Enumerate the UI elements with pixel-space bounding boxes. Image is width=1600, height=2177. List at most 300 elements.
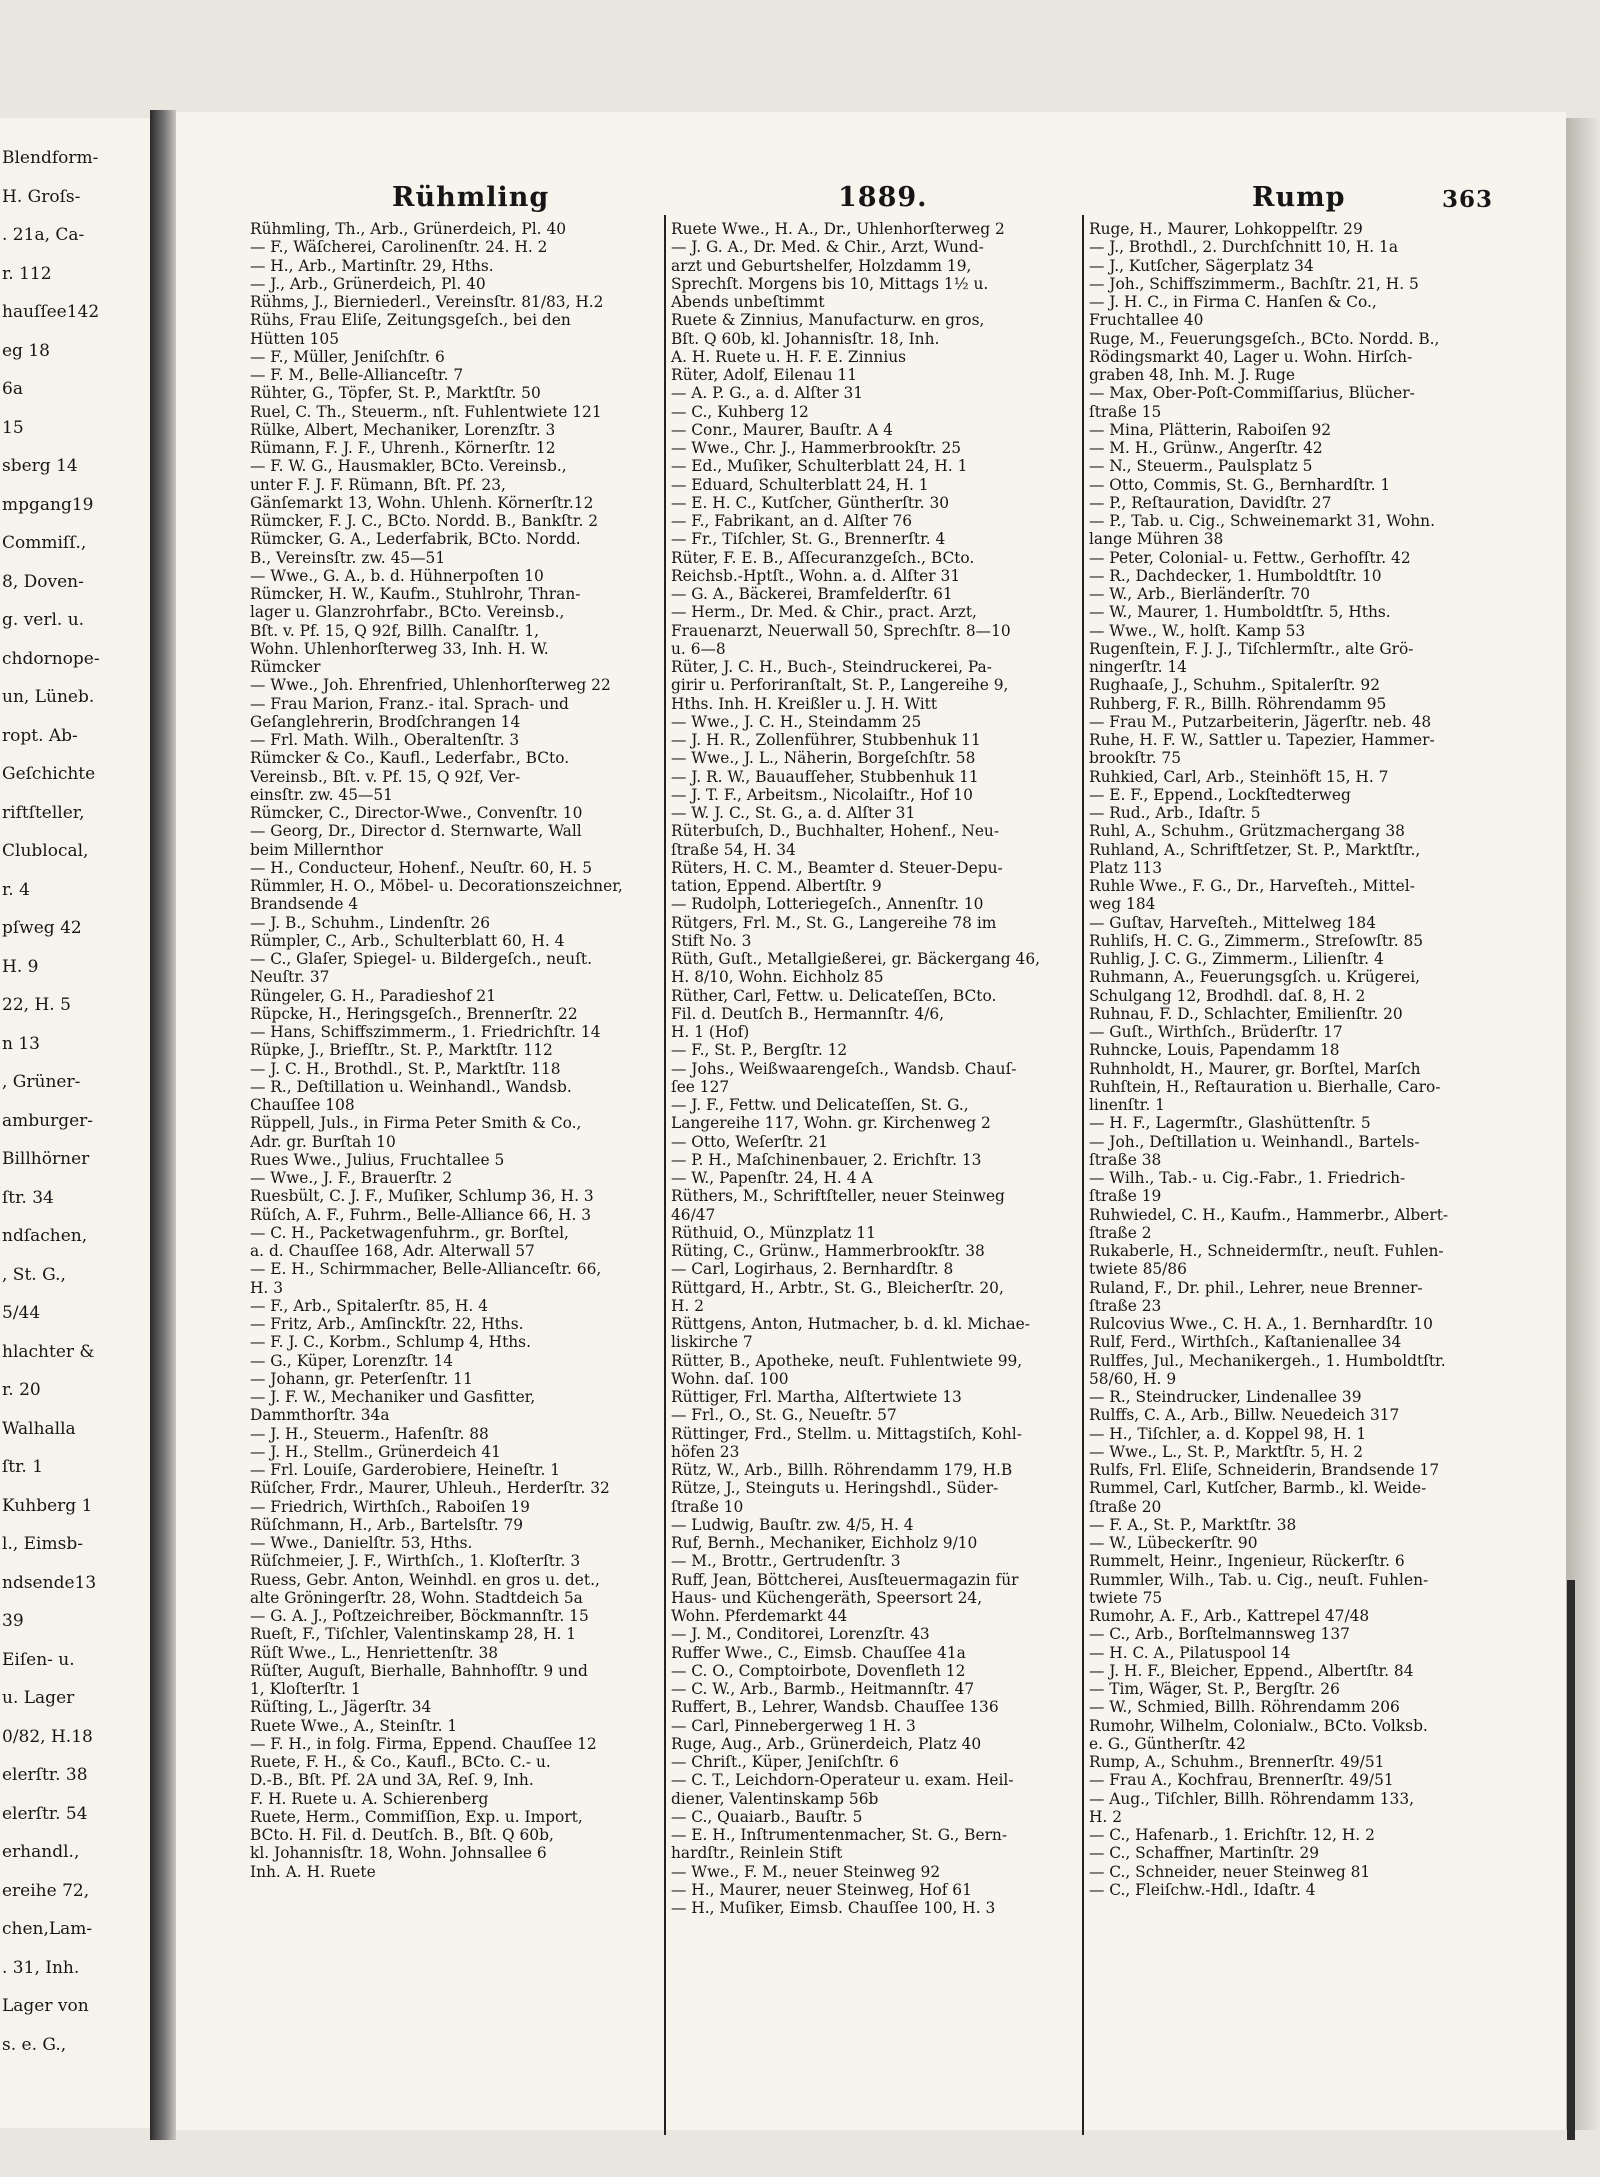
directory-entry-line: Rütze, J., Steinguts u. Heringshdl., Süder-	[671, 1479, 999, 1498]
directory-entry-line: — C., Fleiſchw.-Hdl., Idaſtr. 4	[1089, 1880, 1316, 1899]
directory-entry-line: Ruhle Wwe., F. G., Dr., Harveſteh., Mittel-	[1089, 877, 1415, 895]
directory-column-1	[250, 220, 658, 1881]
left-page-fragment: l., Eimsb-	[2, 1534, 83, 1554]
directory-entry-line: Rümmler, H. O., Möbel- u. Decorationszeichner,	[250, 877, 623, 895]
directory-entry-line: — Joh., Schiffszimmerm., Bachſtr. 21, H. 5	[1089, 274, 1419, 293]
directory-entry-line: — N., Steuerm., Paulsplatz 5	[1089, 457, 1313, 476]
directory-entry-line: H. 8/10, Wohn. Eichholz 85	[671, 968, 884, 987]
directory-entry-line: Rümcker & Co., Kaufl., Lederfabr., BCto.	[250, 749, 570, 768]
directory-entry-line: brookſtr. 75	[1089, 749, 1181, 768]
left-page-fragment: elerſtr. 54	[2, 1803, 88, 1824]
left-page-fragment: Blendform-	[2, 148, 99, 168]
directory-entry-line: Rulcovius Wwe., C. H. A., 1. Bernhardſtr. 10	[1089, 1315, 1433, 1333]
directory-entry-line: Bſt. Q 60b, kl. Johannisſtr. 18, Inh.	[671, 329, 940, 348]
directory-entry-line: — Herm., Dr. Med. & Chir., pract. Arzt,	[671, 603, 977, 622]
directory-entry-line: diener, Valentinskamp 56b	[671, 1789, 879, 1808]
directory-entry-line: — Guſt., Wirthſch., Brüderſtr. 17	[1089, 1023, 1343, 1041]
directory-entry-line: — H. F., Lagermſtr., Glashüttenſtr. 5	[1089, 1114, 1371, 1133]
left-page-edge	[0, 118, 150, 2128]
directory-column-2	[671, 220, 1075, 1917]
left-page-fragment: Geſchichte	[2, 764, 96, 784]
left-page-fragment: , St. G.,	[2, 1264, 66, 1285]
directory-entry-line: — F. W. G., Hausmakler, BCto. Vereinsb.,	[250, 457, 567, 476]
directory-entry-line: — J. H. C., in Firma C. Hanſen & Co.,	[1089, 293, 1377, 311]
directory-entry-line: F. H. Ruete u. A. Schierenberg	[250, 1789, 489, 1808]
directory-entry-line: Rulffes, Jul., Mechanikergeh., 1. Humboldtſtr.	[1089, 1351, 1446, 1370]
directory-entry-line: — Wwe., Chr. J., Hammerbrookſtr. 25	[671, 439, 962, 457]
left-page-fragment: 22, H. 5	[2, 995, 71, 1015]
directory-entry-line: — F. H., in folg. Firma, Eppend. Chauſſee 12	[250, 1734, 597, 1753]
directory-entry-line: Ruhncke, Louis, Papendamm 18	[1089, 1041, 1340, 1060]
directory-entry-line: — Frau M., Putzarbeiterin, Jägerſtr. neb. 48	[1089, 712, 1432, 731]
directory-entry-line: Hütten 105	[250, 329, 339, 348]
directory-entry-line: Rümcker, G. A., Lederfabrik, BCto. Nordd.	[250, 530, 581, 549]
directory-entry-line: Rüngeler, G. H., Paradieshof 21	[250, 986, 496, 1005]
directory-entry-line: ſtraße 20	[1089, 1497, 1162, 1516]
directory-entry-line: — J. H., Steuerm., Hafenſtr. 88	[250, 1424, 489, 1443]
directory-entry-line: Rühs, Frau Eliſe, Zeitungsgeſch., bei den	[250, 311, 571, 330]
directory-entry-line: — J. H. R., Zollenführer, Stubbenhuk 11	[671, 731, 981, 749]
directory-entry-line: 1, Kloſterſtr. 1	[250, 1680, 361, 1698]
column-rule	[664, 215, 666, 2135]
directory-entry-line: Platz 113	[1089, 858, 1163, 877]
directory-entry-line: Ruete & Zinnius, Manufacturw. en gros,	[671, 311, 985, 330]
directory-entry-line: B., Vereinsſtr. zw. 45—51	[250, 548, 446, 567]
directory-entry-line: H. 3	[250, 1278, 283, 1297]
directory-entry-line: — F., Wäſcherei, Carolinenſtr. 24. H. 2	[250, 238, 548, 257]
directory-entry-line: Rüting, C., Grünw., Hammerbrookſtr. 38	[671, 1242, 985, 1260]
directory-entry-line: lange Mühren 38	[1089, 530, 1224, 549]
directory-entry-line: — F., Arb., Spitalerſtr. 85, H. 4	[250, 1296, 489, 1315]
directory-entry-line: Rüppell, Juls., in Firma Peter Smith & Co.,	[250, 1114, 582, 1133]
directory-entry-line: Rüter, Adolf, Eilenau 11	[671, 366, 857, 384]
directory-entry-line: Ruhland, A., Schriftſetzer, St. P., Marktſtr.,	[1089, 840, 1421, 859]
directory-entry-line: Rümcker, H. W., Kaufm., Stuhlrohr, Thran-	[250, 585, 581, 603]
directory-entry-line: twiete 85/86	[1089, 1260, 1187, 1279]
directory-entry-line: Brandsende 4	[250, 895, 359, 914]
directory-entry-line: — Fritz, Arb., Amſinckſtr. 22, Hths.	[250, 1315, 524, 1333]
directory-entry-line: — J. H., Stellm., Grünerdeich 41	[250, 1442, 501, 1461]
directory-entry-line: Schulgang 12, Brodhdl. daſ. 8, H. 2	[1089, 986, 1366, 1005]
directory-entry-line: Wohn. daſ. 100	[671, 1369, 789, 1388]
directory-entry-line: — Wwe., Danielſtr. 53, Hths.	[250, 1534, 473, 1552]
directory-entry-line: — P. H., Maſchinenbauer, 2. Erichſtr. 13	[671, 1150, 982, 1169]
left-page-fragment: . 21a, Ca-	[2, 225, 85, 245]
left-page-fragment: Eiſen- u.	[2, 1649, 75, 1670]
directory-entry-line: — W. J. C., St. G., a. d. Alſter 31	[671, 804, 916, 822]
directory-entry-line: Ruff, Jean, Böttcherei, Ausſteuermagazin für	[671, 1570, 1019, 1589]
directory-entry-line: alte Gröningerſtr. 28, Wohn. Stadtdeich 5a	[250, 1588, 583, 1607]
directory-entry-line: — Rudolph, Lotteriegeſch., Annenſtr. 10	[671, 895, 984, 914]
directory-entry-line: — C., Schaffner, Martinſtr. 29	[1089, 1844, 1320, 1863]
directory-entry-line: Ruf, Bernh., Mechaniker, Eichholz 9/10	[671, 1534, 978, 1552]
directory-entry-line: — W., Lübeckerſtr. 90	[1089, 1534, 1258, 1552]
running-head-right: Rump	[1252, 182, 1346, 213]
directory-entry-line: Rüter, F. E. B., Aſſecuranzgeſch., BCto.	[671, 548, 975, 567]
directory-entry-line: — H., Tiſchler, a. d. Koppel 98, H. 1	[1089, 1424, 1367, 1443]
left-page-fragment: s. e. G.,	[2, 2034, 67, 2055]
directory-entry-line: unter F. J. F. Rümann, Bſt. Pf. 23,	[250, 475, 506, 494]
directory-entry-line: lager u. Glanzrohrfabr., BCto. Vereinsb.,	[250, 603, 565, 622]
directory-entry-line: Rüſting, L., Jägerſtr. 34	[250, 1698, 432, 1717]
directory-entry-line: A. H. Ruete u. H. F. E. Zinnius	[671, 347, 907, 366]
directory-entry-line: Ruete Wwe., A., Steinſtr. 1	[250, 1716, 458, 1735]
directory-entry-line: Rülke, Albert, Mechaniker, Lorenzſtr. 3	[250, 420, 556, 439]
directory-entry-line: Ruete, F. H., & Co., Kaufl., BCto. C.- u.	[250, 1753, 551, 1771]
directory-entry-line: — Rud., Arb., Idaſtr. 5	[1089, 804, 1261, 822]
directory-entry-line: — C., Kuhberg 12	[671, 402, 809, 421]
directory-entry-line: Rümcker	[250, 658, 321, 676]
directory-entry-line: Rüſchmann, H., Arb., Bartelsſtr. 79	[250, 1515, 524, 1534]
directory-entry-line: höfen 23	[671, 1442, 740, 1461]
directory-entry-line: — Frau A., Kochfrau, Brennerſtr. 49/51	[1089, 1771, 1394, 1790]
directory-entry-line: Rüttgens, Anton, Hutmacher, b. d. kl. Michae-	[671, 1315, 1030, 1333]
directory-entry-line: — Aug., Tiſchler, Billh. Röhrendamm 133,	[1089, 1789, 1415, 1808]
directory-entry-line: — Wwe., G. A., b. d. Hühnerpoſten 10	[250, 566, 544, 585]
left-page-fragment: n 13	[2, 1033, 40, 1054]
directory-entry-line: Rues Wwe., Julius, Fruchtallee 5	[250, 1150, 505, 1169]
directory-entry-line: — Wwe., Joh. Ehrenfried, Uhlenhorſterweg 22	[250, 676, 611, 695]
left-page-fragment: amburger-	[2, 1110, 94, 1131]
directory-entry-line: Rumohr, Wilhelm, Colonialw., BCto. Volksb.	[1089, 1716, 1428, 1735]
directory-entry-line: Rüſch, A. F., Fuhrm., Belle-Alliance 66, H. 3	[250, 1205, 592, 1224]
directory-entry-line: Inh. A. H. Ruete	[250, 1862, 376, 1881]
directory-entry-line: Rüpcke, H., Heringsgeſch., Brennerſtr. 22	[250, 1004, 578, 1023]
directory-entry-line: — J. M., Conditorei, Lorenzſtr. 43	[671, 1625, 930, 1644]
directory-entry-line: — W., Maurer, 1. Humboldtſtr. 5, Hths.	[1089, 603, 1391, 622]
directory-entry-line: — Guſtav, Harveſteh., Mittelweg 184	[1089, 913, 1377, 932]
left-page-fragment: g. verl. u.	[2, 610, 85, 630]
directory-entry-line: — Wwe., L., St. P., Marktſtr. 5, H. 2	[1089, 1442, 1364, 1461]
left-page-fragment: un, Lüneb.	[2, 687, 95, 707]
directory-entry-line: — Wwe., F. M., neuer Steinweg 92	[671, 1862, 941, 1881]
directory-entry-line: Rueſt, F., Tiſchler, Valentinskamp 28, H. 1	[250, 1625, 577, 1644]
directory-entry-line: BCto. H. Fil. d. Deutſch. B., Bſt. Q 60b,	[250, 1826, 554, 1844]
directory-entry-line: — Carl, Pinnebergerweg 1 H. 3	[671, 1716, 916, 1735]
left-page-fragment: ſtr. 34	[2, 1187, 54, 1208]
directory-entry-line: — Otto, Weſerſtr. 21	[671, 1132, 829, 1151]
directory-entry-line: — Mina, Plätterin, Raboiſen 92	[1089, 420, 1332, 439]
directory-entry-line: Rulfs, Frl. Eliſe, Schneiderin, Brandsende 17	[1089, 1461, 1440, 1479]
directory-entry-line: Wohn. Pferdemarkt 44	[671, 1607, 848, 1625]
directory-entry-line: — E. F., Eppend., Lockſtedterweg	[1089, 785, 1351, 804]
directory-entry-line: — Johs., Weißwaarengeſch., Wandsb. Chauſ-	[671, 1059, 1017, 1078]
directory-entry-line: — E. H., Inſtrumentenmacher, St. G., Bern-	[671, 1826, 1008, 1844]
directory-entry-line: Rüttgard, H., Arbtr., St. G., Bleicherſtr. 20,	[671, 1278, 1004, 1297]
left-page-fragment: riftſteller,	[2, 802, 85, 823]
left-page-fragment: 39	[2, 1611, 24, 1631]
left-page-fragment: erhandl.,	[2, 1842, 80, 1862]
directory-entry-line: — J. R. W., Bauaufſeher, Stubbenhuk 11	[671, 767, 979, 786]
left-page-fragment: elerſtr. 38	[2, 1765, 88, 1785]
directory-entry-line: — Wilh., Tab.- u. Cig.-Fabr., 1. Friedrich-	[1089, 1169, 1406, 1187]
directory-entry-line: Rulffs, C. A., Arb., Billw. Neuedeich 317	[1089, 1406, 1400, 1425]
directory-column-3	[1089, 220, 1489, 1899]
left-page-fragment: hauſſee142	[2, 302, 100, 322]
directory-entry-line: Ruhkied, Carl, Arb., Steinhöft 15, H. 7	[1089, 767, 1389, 786]
left-page-fragment: 8, Doven-	[2, 571, 84, 592]
directory-entry-line: — Wwe., J. L., Näherin, Borgeſchſtr. 58	[671, 749, 976, 768]
directory-entry-line: Rümann, F. J. F., Uhrenh., Körnerſtr. 12	[250, 439, 556, 457]
left-page-fragment: sberg 14	[2, 456, 78, 476]
directory-entry-line: ſtraße 54, H. 34	[671, 840, 796, 859]
directory-entry-line: ſtraße 2	[1089, 1223, 1152, 1242]
column-rule	[1082, 215, 1084, 2135]
left-page-fragment: 0/82, H.18	[2, 1726, 93, 1747]
directory-entry-line: — Fr., Tiſchler, St. G., Brennerſtr. 4	[671, 530, 946, 549]
directory-entry-line: 46/47	[671, 1205, 716, 1224]
directory-entry-line: 58/60, H. 9	[1089, 1369, 1177, 1388]
directory-entry-line: Abends unbeſtimmt	[671, 293, 825, 311]
directory-entry-line: Rüttinger, Frd., Stellm. u. Mittagstiſch, Kohl-	[671, 1424, 1022, 1443]
directory-entry-line: — F., St. P., Bergſtr. 12	[671, 1041, 848, 1060]
directory-entry-line: Ruhlig, J. C. G., Zimmerm., Lilienſtr. 4	[1089, 950, 1384, 968]
directory-entry-line: — H., Arb., Martinſtr. 29, Hths.	[250, 256, 494, 275]
directory-entry-line: Rüſter, Auguſt, Bierhalle, Bahnhofſtr. 9 und	[250, 1661, 588, 1680]
left-page-fragment: r. 20	[2, 1380, 41, 1400]
directory-entry-line: Ruhe, H. F. W., Sattler u. Tapezier, Hammer-	[1089, 731, 1435, 749]
directory-entry-line: Ruete, Herm., Commiſſion, Exp. u. Import,	[250, 1807, 583, 1826]
directory-entry-line: — C., Quaiarb., Bauſtr. 5	[671, 1807, 863, 1826]
directory-entry-line: Ruland, F., Dr. phil., Lehrer, neue Brenner-	[1089, 1278, 1423, 1297]
left-page-fragment: Walhalla	[2, 1418, 76, 1439]
directory-entry-line: girir u. Perforiranſtalt, St. P., Langereihe 9,	[671, 676, 1009, 695]
directory-entry-line: Ruhberg, F. R., Billh. Röhrendamm 95	[1089, 694, 1387, 713]
directory-entry-line: Stift No. 3	[671, 931, 752, 950]
directory-entry-line: Adr. gr. Burſtah 10	[250, 1132, 396, 1151]
directory-entry-line: — R., Dachdecker, 1. Humboldtſtr. 10	[1089, 566, 1382, 585]
directory-entry-line: Fil. d. Deutſch B., Hermannſtr. 4/6,	[671, 1004, 945, 1023]
directory-entry-line: Rüſt Wwe., L., Henriettenſtr. 38	[250, 1643, 499, 1662]
directory-entry-line: Chauſſee 108	[250, 1096, 355, 1114]
directory-entry-line: — M. H., Grünw., Angerſtr. 42	[1089, 439, 1323, 457]
directory-entry-line: — E. H. C., Kutſcher, Güntherſtr. 30	[671, 493, 950, 512]
directory-entry-line: Ruffert, B., Lehrer, Wandsb. Chauſſee 136	[671, 1698, 999, 1717]
directory-entry-line: — J. F., Fettw. und Delicateſſen, St. G.,	[671, 1096, 969, 1114]
directory-entry-line: Rütz, W., Arb., Billh. Röhrendamm 179, H.B	[671, 1461, 1013, 1479]
directory-entry-line: Haus- und Küchengeräth, Speersort 24,	[671, 1588, 983, 1607]
directory-entry-line: Ruhnholdt, H., Maurer, gr. Borſtel, Marſch	[1089, 1059, 1421, 1078]
left-page-fragment: ndſachen,	[2, 1226, 88, 1246]
left-page-fragment: 5/44	[2, 1303, 41, 1323]
left-page-fragment: H. Groſs-	[2, 186, 81, 207]
page-number: 363	[1442, 186, 1494, 213]
directory-entry-line: Rulf, Ferd., Wirthſch., Kaſtanienallee 34	[1089, 1333, 1402, 1352]
directory-entry-line: hardſtr., Reinlein Stift	[671, 1844, 843, 1863]
directory-entry-line: Bſt. v. Pf. 15, Q 92f, Billh. Canalſtr. 1,	[250, 621, 540, 640]
directory-entry-line: Rütter, B., Apotheke, neuſt. Fuhlentwiete 99,	[671, 1351, 1023, 1370]
directory-entry-line: — F., Müller, Jeniſchſtr. 6	[250, 347, 445, 366]
left-page-fragment: chen,Lam-	[2, 1919, 93, 1939]
directory-entry-line: Rüth, Guſt., Metallgießerei, gr. Bäckergang 46,	[671, 950, 1041, 968]
directory-entry-line: — Carl, Logirhaus, 2. Bernhardſtr. 8	[671, 1260, 954, 1279]
page-edge-mark	[1567, 1580, 1575, 2140]
directory-entry-line: — C. H., Packetwagenfuhrm., gr. Borſtel,	[250, 1223, 569, 1242]
directory-entry-line: H. 1 (Hof)	[671, 1023, 750, 1041]
left-page-fragment: mpgang19	[2, 494, 94, 515]
directory-entry-line: — J. T. F., Arbeitsm., Nicolaiſtr., Hof 10	[671, 785, 973, 804]
directory-entry-line: Ruess, Gebr. Anton, Weinhdl. en gros u. det.,	[250, 1570, 600, 1589]
directory-entry-line: liskirche 7	[671, 1333, 753, 1352]
directory-entry-line: — C. O., Comptoirbote, Dovenfleth 12	[671, 1661, 966, 1680]
directory-entry-line: Rühms, J., Bierniederl., Vereinsſtr. 81/83, H.2	[250, 293, 604, 311]
directory-entry-line: Frauenarzt, Neuerwall 50, Sprechſtr. 8—10	[671, 621, 1011, 640]
directory-entry-line: — J., Brothdl., 2. Durchſchnitt 10, H. 1a	[1089, 238, 1398, 257]
directory-entry-line: Rüpke, J., Briefſtr., St. P., Marktſtr. 112	[250, 1041, 553, 1060]
directory-entry-line: Rüther, Carl, Fettw. u. Delicateſſen, BCto.	[671, 986, 997, 1005]
directory-entry-line: — C., Schneider, neuer Steinweg 81	[1089, 1862, 1371, 1881]
directory-entry-line: Rümpler, C., Arb., Schulterblatt 60, H. 4	[250, 931, 565, 950]
directory-entry-line: Rütgers, Frl. M., St. G., Langereihe 78 im	[671, 913, 997, 932]
directory-entry-line: — Frl. Math. Wilh., Oberaltenſtr. 3	[250, 731, 520, 749]
directory-entry-line: Rüterbuſch, D., Buchhalter, Hohenf., Neu-	[671, 822, 1000, 841]
directory-entry-line: Rüthuid, O., Münzplatz 11	[671, 1223, 876, 1242]
directory-entry-line: — G. A., Bäckerei, Bramfelderſtr. 61	[671, 585, 953, 603]
directory-entry-line: Ruhl, A., Schuhm., Grützmachergang 38	[1089, 822, 1405, 841]
directory-entry-line: — Chriſt., Küper, Jeniſchſtr. 6	[671, 1753, 899, 1771]
directory-entry-line: — C. T., Leichdorn-Operateur u. exam. Heil-	[671, 1771, 1014, 1790]
directory-entry-line: — W., Arb., Bierländerſtr. 70	[1089, 585, 1311, 603]
directory-entry-line: kl. Johannisſtr. 18, Wohn. Johnsallee 6	[250, 1844, 547, 1863]
left-page-fragment: chdornope-	[2, 648, 100, 669]
directory-entry-line: — M., Brottr., Gertrudenſtr. 3	[671, 1552, 901, 1571]
directory-entry-line: — C. W., Arb., Barmb., Heitmannſtr. 47	[671, 1680, 975, 1698]
directory-entry-line: Rüſchmeier, J. F., Wirthſch., 1. Kloſterſtr. 3	[250, 1552, 581, 1571]
directory-entry-line: Rukaberle, H., Schneidermſtr., neuſt. Fuhlen-	[1089, 1242, 1444, 1260]
directory-entry-line: ſtraße 19	[1089, 1187, 1162, 1206]
directory-entry-line: — Ed., Muſiker, Schulterblatt 24, H. 1	[671, 457, 968, 476]
directory-entry-line: Reichsb.-Hptſt., Wohn. a. d. Alſter 31	[671, 566, 961, 585]
directory-entry-line: Sprechſt. Morgens bis 10, Mittags 1½ u.	[671, 274, 989, 293]
directory-entry-line: — J. B., Schuhm., Lindenſtr. 26	[250, 913, 491, 932]
directory-entry-line: Rummler, Wilh., Tab. u. Cig., neuſt. Fuhlen-	[1089, 1570, 1429, 1589]
directory-entry-line: arzt und Geburtshelfer, Holzdamm 19,	[671, 256, 972, 275]
directory-entry-line: — Conr., Maurer, Bauſtr. A 4	[671, 420, 893, 439]
directory-entry-line: — E. H., Schirmmacher, Belle-Allianceſtr. 66,	[250, 1260, 602, 1279]
directory-entry-line: Rödingsmarkt 40, Lager u. Wohn. Hirſch-	[1089, 347, 1413, 366]
directory-entry-line: — J., Arb., Grünerdeich, Pl. 40	[250, 274, 486, 293]
directory-entry-line: — R., Steindrucker, Lindenallee 39	[1089, 1388, 1362, 1406]
directory-entry-line: — W., Papenſtr. 24, H. 4 A	[671, 1169, 873, 1187]
left-page-fragment: hlachter &	[2, 1341, 95, 1362]
directory-entry-line: Ruge, Aug., Arb., Grünerdeich, Platz 40	[671, 1734, 982, 1753]
directory-entry-line: — C., Arb., Borſtelmannsweg 137	[1089, 1625, 1350, 1644]
directory-entry-line: — Friedrich, Wirthſch., Raboiſen 19	[250, 1497, 530, 1516]
directory-entry-line: Rühter, G., Töpfer, St. P., Marktſtr. 50	[250, 384, 541, 403]
directory-entry-line: Rüſcher, Frdr., Maurer, Uhleuh., Herderſtr. 32	[250, 1479, 610, 1498]
directory-entry-line: — H., Conducteur, Hohenf., Neuſtr. 60, H. 5	[250, 858, 593, 877]
left-page-fragment: eg 18	[2, 340, 50, 361]
directory-entry-line: Langereihe 117, Wohn. gr. Kirchenweg 2	[671, 1114, 991, 1133]
directory-entry-line: ſtraße 15	[1089, 402, 1162, 421]
directory-entry-line: — Otto, Commis, St. G., Bernhardſtr. 1	[1089, 475, 1391, 494]
left-page-fragment: , Grüner-	[2, 1072, 81, 1092]
directory-entry-line: — Wwe., J. C. H., Steindamm 25	[671, 712, 922, 731]
directory-entry-line: — H., Maurer, neuer Steinweg, Hof 61	[671, 1880, 972, 1899]
directory-entry-line: u. 6—8	[671, 639, 726, 658]
directory-entry-line: — J. H. F., Bleicher, Eppend., Albertſtr. 84	[1089, 1661, 1414, 1680]
left-page-fragment: 6a	[2, 379, 23, 399]
directory-entry-line: — Hans, Schiffszimmerm., 1. Friedrichſtr. 14	[250, 1023, 601, 1041]
directory-entry-line: Rüttiger, Frl. Martha, Alſtertwiete 13	[671, 1388, 962, 1406]
left-page-fragment: . 31, Inh.	[2, 1957, 80, 1978]
directory-entry-line: H. 2	[671, 1296, 704, 1315]
directory-entry-line: beim Millernthor	[250, 840, 383, 859]
left-page-fragment: H. 9	[2, 956, 39, 977]
directory-entry-line: ſee 127	[671, 1077, 730, 1096]
directory-entry-line: Ruge, H., Maurer, Lohkoppelſtr. 29	[1089, 220, 1363, 238]
directory-entry-line: Gänſemarkt 13, Wohn. Uhlenh. Körnerſtr.12	[250, 493, 594, 512]
directory-entry-line: — Wwe., J. F., Brauerſtr. 2	[250, 1169, 453, 1187]
directory-entry-line: Ruete Wwe., H. A., Dr., Uhlenhorſterweg 2	[671, 220, 1005, 238]
directory-entry-line: Dammthorſtr. 34a	[250, 1406, 390, 1425]
directory-entry-line: Rümcker, F. J. C., BCto. Nordd. B., Bankſtr. 2	[250, 512, 599, 530]
left-page-fragment: Clublocal,	[2, 841, 89, 861]
left-page-fragment: u. Lager	[2, 1688, 75, 1708]
directory-entry-line: — A. P. G., a. d. Alſter 31	[671, 384, 864, 403]
directory-entry-line: Rump, A., Schuhm., Brennerſtr. 49/51	[1089, 1753, 1385, 1771]
directory-entry-line: Ruesbült, C. J. F., Muſiker, Schlump 36, H. 3	[250, 1187, 594, 1206]
directory-entry-line: tation, Eppend. Albertſtr. 9	[671, 877, 882, 895]
directory-entry-line: Wohn. Uhlenhorſterweg 33, Inh. H. W.	[250, 639, 549, 658]
left-page-fragment: 15	[2, 417, 24, 438]
directory-entry-line: — F. J. C., Korbm., Schlump 4, Hths.	[250, 1333, 531, 1352]
directory-entry-line: Vereinsb., Bſt. v. Pf. 15, Q 92f, Ver-	[250, 767, 521, 786]
directory-entry-line: graben 48, Inh. M. J. Ruge	[1089, 366, 1295, 384]
directory-entry-line: — Eduard, Schulterblatt 24, H. 1	[671, 475, 929, 494]
directory-entry-line: Ruffer Wwe., C., Eimsb. Chauſſee 41a	[671, 1643, 966, 1662]
directory-entry-line: weg 184	[1089, 895, 1156, 914]
directory-entry-line: D.-B., Bſt. Pf. 2A und 3A, Reſ. 9, Inh.	[250, 1771, 534, 1790]
directory-entry-line: Ruhliſs, H. C. G., Zimmerm., Streſowſtr. 85	[1089, 931, 1424, 950]
directory-entry-line: — J. G. A., Dr. Med. & Chir., Arzt, Wund-	[671, 238, 984, 257]
directory-entry-line: Rummelt, Heinr., Ingenieur, Rückerſtr. 6	[1089, 1552, 1405, 1571]
left-page-fragment: r. 4	[2, 879, 30, 900]
directory-entry-line: ſtraße 23	[1089, 1296, 1162, 1315]
directory-entry-line: — G. A. J., Poſtzeichreiber, Böckmannſtr. 15	[250, 1607, 589, 1625]
directory-entry-line: Geſanglehrerin, Brodſchrangen 14	[250, 712, 521, 731]
directory-entry-line: Ruhnau, F. D., Schlachter, Emilienſtr. 20	[1089, 1004, 1403, 1023]
running-head-year: 1889.	[838, 182, 928, 213]
directory-entry-line: — F. M., Belle-Allianceſtr. 7	[250, 366, 464, 384]
directory-entry-line: e. G., Güntherſtr. 42	[1089, 1734, 1246, 1753]
directory-entry-line: linenſtr. 1	[1089, 1096, 1165, 1114]
directory-entry-line: Ruhwiedel, C. H., Kaufm., Hammerbr., Albert-	[1089, 1205, 1449, 1224]
left-page-fragment: ropt. Ab-	[2, 725, 78, 746]
directory-entry-line: ſtraße 10	[671, 1497, 744, 1516]
directory-entry-line: — F. A., St. P., Marktſtr. 38	[1089, 1515, 1297, 1534]
directory-entry-line: a. d. Chauſſee 168, Adr. Alterwall 57	[250, 1242, 535, 1260]
directory-entry-line: Rugenſtein, F. J. J., Tiſchlermſtr., alte Grö-	[1089, 639, 1414, 658]
directory-entry-line: — Peter, Colonial- u. Fettw., Gerhofſtr. 42	[1089, 548, 1411, 567]
directory-entry-line: Ruhmann, A., Feuerungsgſch. u. Krügerei,	[1089, 968, 1421, 987]
directory-entry-line: Rühmling, Th., Arb., Grünerdeich, Pl. 40	[250, 220, 567, 238]
directory-entry-line: — W., Schmied, Billh. Röhrendamm 206	[1089, 1698, 1400, 1717]
directory-entry-line: — C., Glaſer, Spiegel- u. Bildergeſch., neuſt.	[250, 950, 592, 968]
directory-entry-line: — P., Reſtauration, Davidſtr. 27	[1089, 493, 1332, 512]
directory-entry-line: — R., Deſtillation u. Weinhandl., Wandsb.	[250, 1077, 572, 1096]
directory-entry-line: Rummel, Carl, Kutſcher, Barmb., kl. Weide-	[1089, 1479, 1427, 1498]
directory-entry-line: — J. C. H., Brothdl., St. P., Marktſtr. 118	[250, 1059, 561, 1078]
directory-entry-line: — H. C. A., Pilatuspool 14	[1089, 1643, 1291, 1662]
directory-entry-line: — H., Muſiker, Eimsb. Chauſſee 100, H. 3	[671, 1899, 996, 1917]
left-page-fragment: Lager von	[2, 1996, 89, 2016]
book-gutter	[150, 110, 176, 2140]
directory-entry-line: — Frau Marion, Franz.- ital. Sprach- und	[250, 694, 569, 713]
directory-entry-line: Ruel, C. Th., Steuerm., nſt. Fuhlentwiete 121	[250, 402, 602, 421]
directory-entry-line: twiete 75	[1089, 1588, 1163, 1607]
left-page-fragment: Commiſſ.,	[2, 533, 87, 553]
